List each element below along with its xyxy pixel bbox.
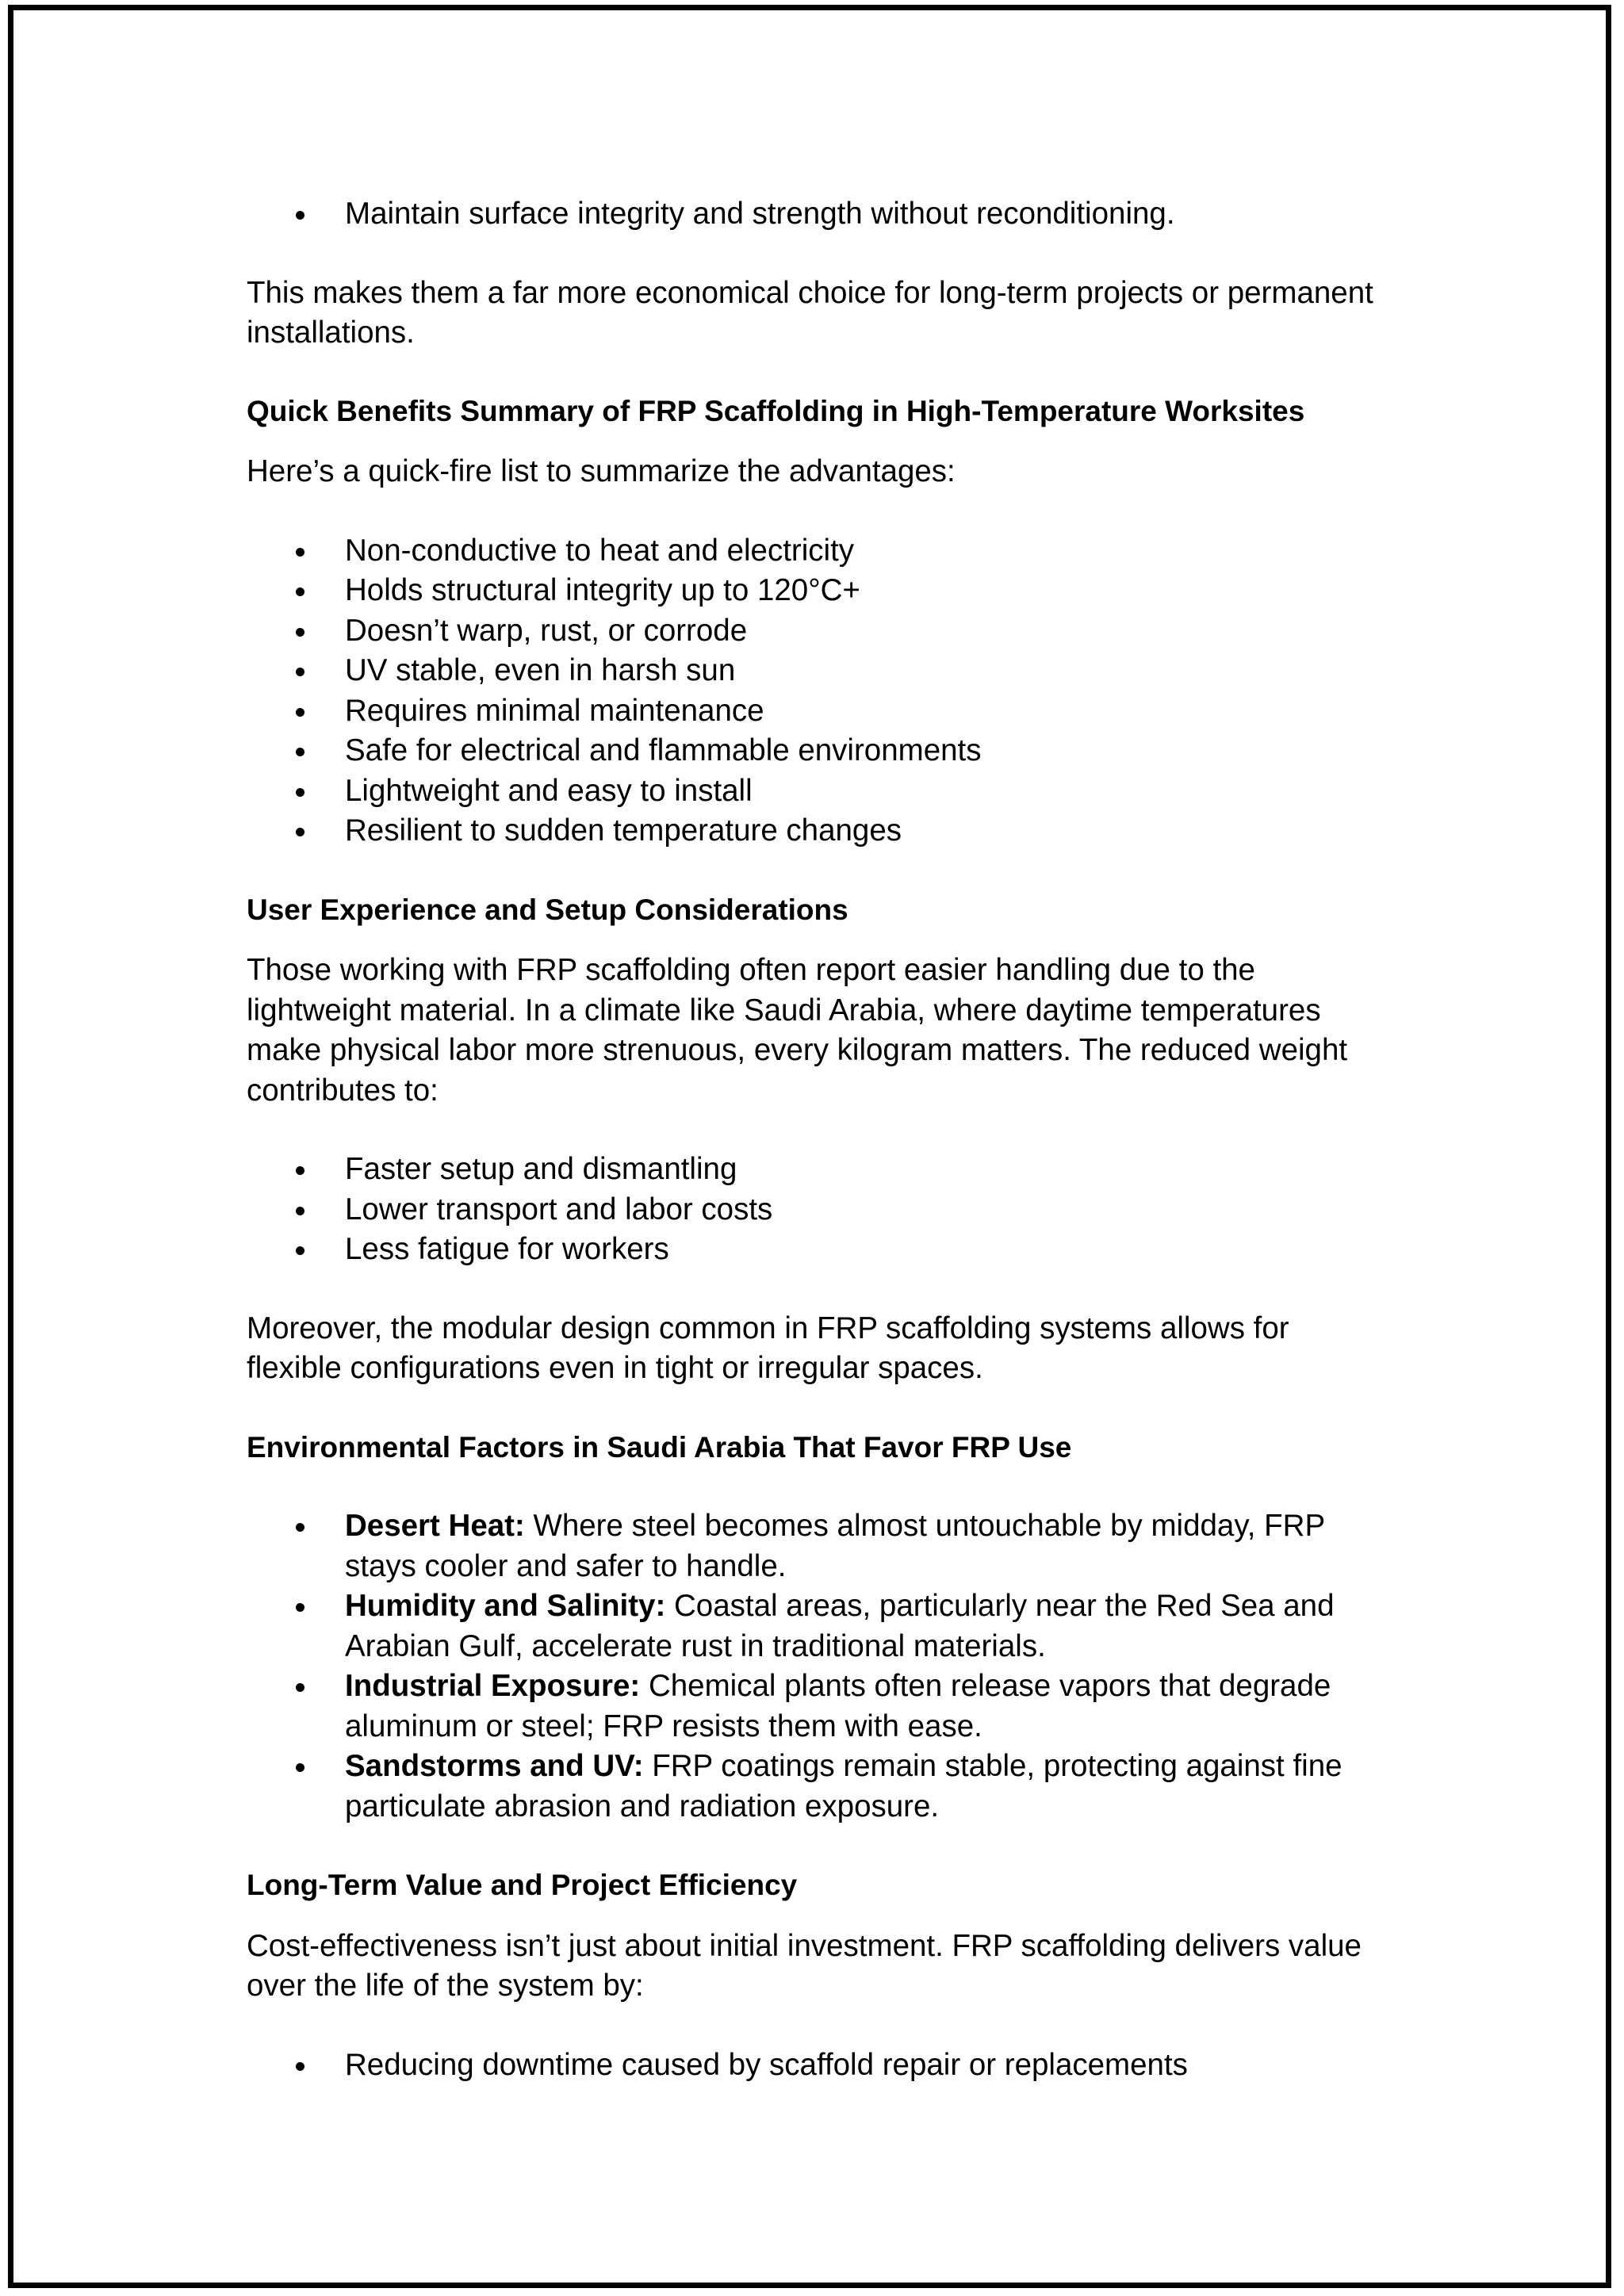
item-term: Humidity and Salinity: bbox=[345, 1589, 666, 1623]
list-item: Faster setup and dismantling bbox=[247, 1150, 1388, 1190]
long-term-bullet-list bbox=[247, 2045, 1388, 2086]
user-experience-bullet-list bbox=[247, 1150, 1388, 1270]
section-heading-long-term: Long-Term Value and Project Efficiency bbox=[247, 1869, 798, 1901]
user-experience-closing: Moreover, the modular design common in FRP scaffolding systems allows for flexible configurations even in tight or irregular spaces. bbox=[247, 1311, 1289, 1385]
list-item bbox=[247, 1506, 1388, 1586]
list-item bbox=[247, 1667, 1388, 1747]
list-item bbox=[247, 1586, 1388, 1667]
list-item: Holds structural integrity up to 120°C+ bbox=[247, 571, 1388, 611]
list-item: Requires minimal maintenance bbox=[247, 691, 1388, 732]
list-item: UV stable, even in harsh sun bbox=[247, 651, 1388, 691]
item-text: Coastal areas, particularly near the Red Sea and Arabian Gulf, accelerate rust in traditional materials. bbox=[345, 1589, 1335, 1663]
intro-paragraph: This makes them a far more economical choice for long-term projects or permanent installations. bbox=[247, 275, 1373, 350]
long-term-paragraph: Cost-effectiveness isn’t just about initial investment. FRP scaffolding delivers value over the life of the system by: bbox=[247, 1928, 1362, 2003]
item-term: Desert Heat: bbox=[345, 1509, 525, 1543]
document-body bbox=[247, 194, 1388, 2085]
section-heading-environment: Environmental Factors in Saudi Arabia That Favor FRP Use bbox=[247, 1430, 1072, 1464]
environment-bullet-list bbox=[247, 1506, 1388, 1827]
item-text: FRP coatings remain stable, protecting against fine particulate abrasion and radiation exposure. bbox=[345, 1749, 1342, 1823]
section-heading-summary: Quick Benefits Summary of FRP Scaffolding in High-Temperature Worksites bbox=[247, 394, 1305, 427]
summary-lead: Here’s a quick-fire list to summarize the advantages: bbox=[247, 454, 956, 488]
list-item: Reducing downtime caused by scaffold repair or replacements bbox=[247, 2045, 1388, 2086]
list-item: Maintain surface integrity and strength without reconditioning. bbox=[247, 194, 1388, 235]
item-term: Sandstorms and UV: bbox=[345, 1749, 644, 1783]
list-item: Safe for electrical and flammable environments bbox=[247, 731, 1388, 771]
item-text: Chemical plants often release vapors that degrade aluminum or steel; FRP resists them with ease. bbox=[345, 1669, 1331, 1743]
list-item bbox=[247, 1747, 1388, 1827]
item-text: Where steel becomes almost untouchable by midday, FRP stays cooler and safer to handle. bbox=[345, 1509, 1325, 1583]
item-term: Industrial Exposure: bbox=[345, 1669, 641, 1703]
user-experience-paragraph: Those working with FRP scaffolding often report easier handling due to the lightweight material. In a climate like Saudi Arabia, where daytime temperatures make physical labor more strenuous, every kilogram matters. The reduced weight contributes to: bbox=[247, 953, 1348, 1108]
list-item: Less fatigue for workers bbox=[247, 1230, 1388, 1270]
list-item: Doesn’t warp, rust, or corrode bbox=[247, 611, 1388, 652]
list-item: Lightweight and easy to install bbox=[247, 771, 1388, 812]
section-heading-user-experience: User Experience and Setup Considerations bbox=[247, 893, 848, 926]
summary-bullet-list bbox=[247, 531, 1388, 851]
list-item: Lower transport and labor costs bbox=[247, 1190, 1388, 1230]
intro-bullet-list bbox=[247, 194, 1388, 235]
list-item: Non-conductive to heat and electricity bbox=[247, 531, 1388, 572]
list-item: Resilient to sudden temperature changes bbox=[247, 811, 1388, 851]
